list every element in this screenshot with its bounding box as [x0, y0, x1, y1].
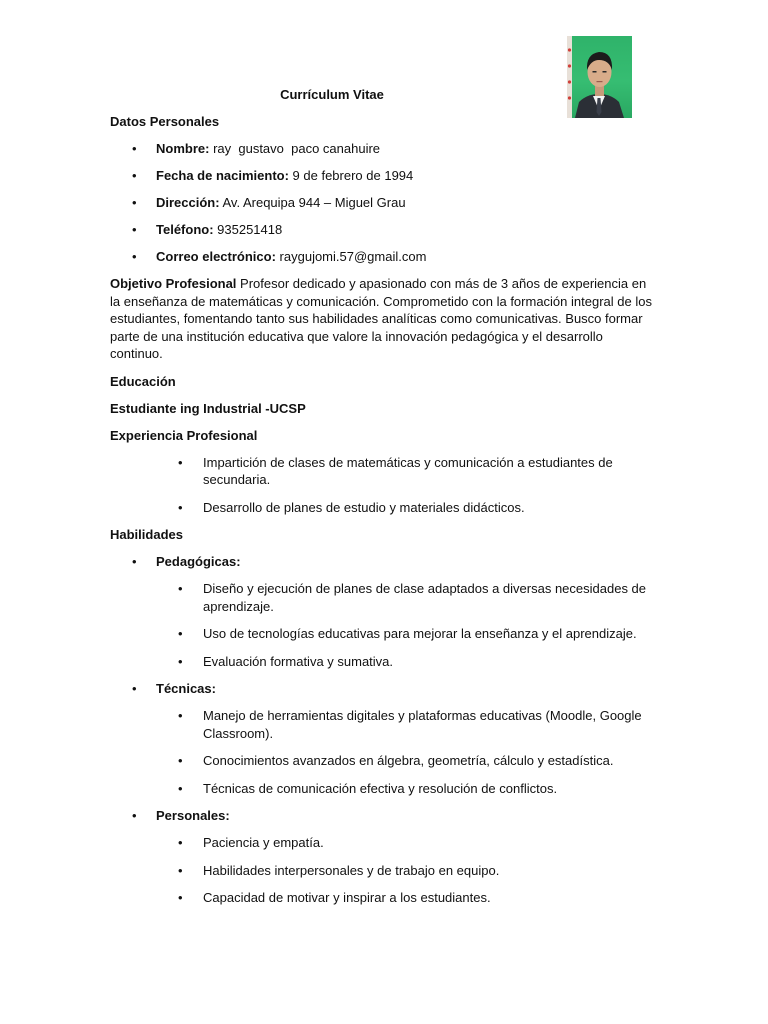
skill-group-label: Técnicas:: [156, 681, 216, 696]
name-label: Nombre:: [156, 141, 210, 156]
skill-group-pedagogical: [110, 553, 658, 570]
skill-item-text: Paciencia y empatía.: [203, 835, 324, 850]
objective-paragraph: [110, 275, 658, 363]
objective-heading: Objetivo Profesional: [110, 276, 237, 291]
skill-group-label: Personales:: [156, 808, 230, 823]
bullet: •: [132, 141, 137, 156]
experience-item-text: Desarrollo de planes de estudio y materiales didácticos.: [203, 499, 525, 515]
bullet: •: [132, 808, 137, 823]
email-label: Correo electrónico:: [156, 249, 276, 264]
bullet: •: [178, 653, 183, 669]
bullet: •: [132, 222, 137, 237]
objective-text: Profesor dedicado y apasionado con más de 3 años de experiencia en la enseñanza de matemáticas y comunicación. Comprometido con la formación integral de los estudiantes, fomentando tanto sus habilidades analíticas como comunicativas. Busco formar parte de una institución educativa que valore la innovación pedagógica y el desarrollo continuo.: [110, 276, 652, 361]
skill-group-personal: [110, 807, 658, 824]
skill-item: [110, 862, 658, 880]
bullet: •: [178, 862, 183, 878]
personal-item: [110, 167, 658, 184]
bullet: •: [178, 753, 183, 768]
skill-item-text: Habilidades interpersonales y de trabajo en equipo.: [203, 862, 500, 878]
experience-heading: Experiencia Profesional: [110, 427, 258, 443]
skill-item: [110, 653, 658, 671]
skill-group-technical: [110, 680, 658, 697]
bullet: •: [132, 681, 137, 696]
skill-item-text: Conocimientos avanzados en álgebra, geometría, cálculo y estadística.: [203, 753, 614, 768]
skill-item-text: Técnicas de comunicación efectiva y resolución de conflictos.: [203, 780, 558, 796]
skill-item: [110, 580, 658, 615]
name-value: ray gustavo paco canahuire: [213, 141, 381, 156]
document-title: Currículum Vitae: [280, 87, 384, 102]
phone-value: 935251418: [217, 222, 283, 237]
address-value: Av. Arequipa 944 – Miguel Grau: [222, 195, 406, 210]
personal-data-heading: Datos Personales: [110, 114, 220, 129]
skill-item: [110, 889, 658, 907]
address-label: Dirección:: [156, 195, 220, 210]
bullet: •: [178, 581, 183, 596]
experience-item-text: Impartición de clases de matemáticas y comunicación a estudiantes de secundaria.: [203, 454, 613, 487]
phone-label: Teléfono:: [156, 222, 214, 237]
skill-item: [110, 780, 658, 798]
skill-item: [110, 752, 658, 770]
skill-item: [110, 834, 658, 852]
skill-item-text: Evaluación formativa y sumativa.: [203, 653, 394, 669]
bullet: •: [132, 195, 137, 210]
bullet: •: [132, 168, 137, 183]
bullet: •: [178, 708, 183, 723]
skill-item: [110, 707, 658, 742]
bullet: •: [178, 454, 183, 470]
experience-item: [110, 454, 658, 489]
bullet: •: [178, 835, 183, 850]
email-value: raygujomi.57@gmail.com: [279, 249, 427, 264]
birthdate-label: Fecha de nacimiento:: [156, 168, 289, 183]
bullet: •: [178, 890, 183, 905]
education-entry: Estudiante ing Industrial -UCSP: [110, 400, 306, 416]
personal-item: [110, 194, 658, 211]
personal-item: [110, 248, 658, 265]
skills-heading: Habilidades: [110, 527, 183, 542]
birthdate-value: 9 de febrero de 1994: [292, 168, 414, 183]
bullet: •: [178, 499, 183, 515]
profile-photo: [567, 36, 632, 118]
bullet: •: [178, 626, 183, 641]
skill-item-text: Manejo de herramientas digitales y plataformas educativas (Moodle, Google Classroom).: [203, 708, 642, 741]
skill-item: [110, 625, 658, 643]
bullet: •: [178, 780, 183, 796]
skill-item-text: Capacidad de motivar y inspirar a los estudiantes.: [203, 890, 491, 905]
skill-group-label: Pedagógicas:: [156, 554, 241, 569]
personal-item: [110, 221, 658, 238]
skill-item-text: Diseño y ejecución de planes de clase adaptados a diversas necesidades de aprendizaje.: [203, 581, 647, 614]
portrait-image: [567, 36, 632, 118]
bullet: •: [132, 554, 137, 569]
education-heading: Educación: [110, 373, 176, 389]
skill-item-text: Uso de tecnologías educativas para mejorar la enseñanza y el aprendizaje.: [203, 626, 637, 641]
bullet: •: [132, 249, 137, 264]
experience-item: [110, 499, 658, 517]
cv-content: [110, 113, 658, 907]
personal-item: [110, 140, 658, 157]
